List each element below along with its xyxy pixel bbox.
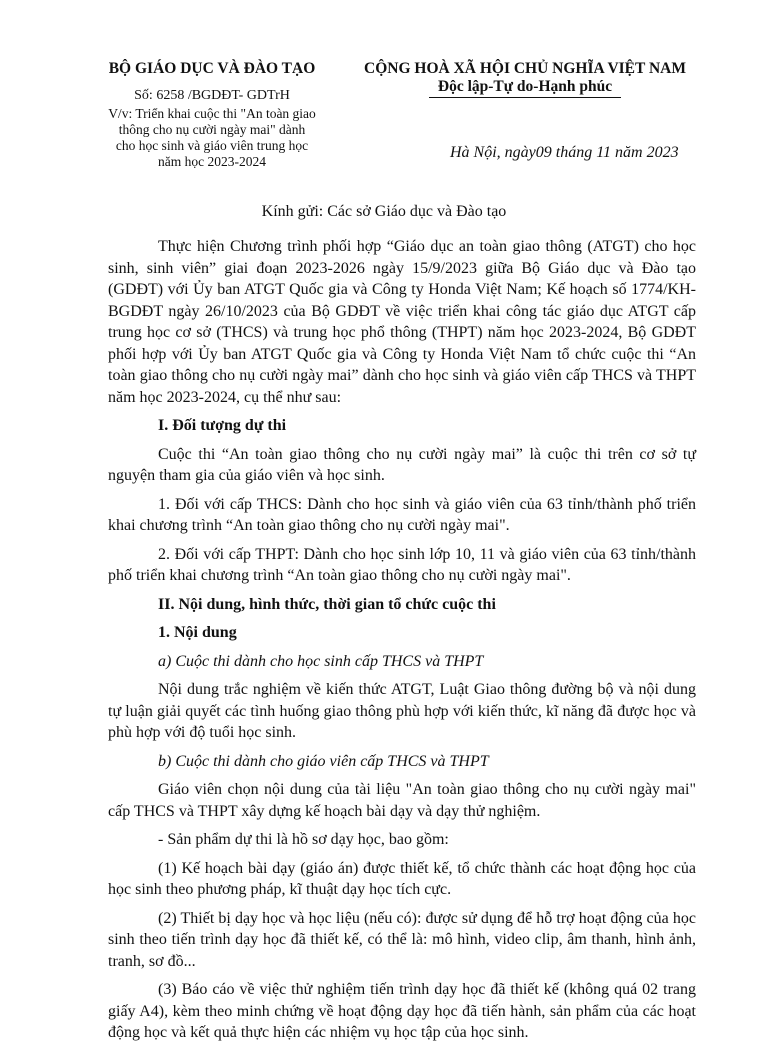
paragraph: - Sản phẩm dự thi là hồ sơ dạy học, bao gồm:	[158, 831, 449, 848]
salutation: Kính gửi: Các sở Giáo dục và Đào tạo	[261, 203, 507, 220]
section-heading: II. Nội dung, hình thức, thời gian tổ chức cuộc thi	[158, 595, 496, 613]
paragraph: 2. Đối với cấp THPT: Dành cho học sinh lớp 10, 11 và giáo viên của 63 tỉnh/thành phố triển khai chương trình “An toàn giao thông cho nụ cười ngày mai".	[108, 545, 696, 584]
document-number: Số: 6258 /BGDĐT- GDTrH	[134, 88, 290, 103]
paragraph: (1) Kế hoạch bài dạy (giáo án) được thiết kế, tổ chức thành các hoạt động học của học sinh theo phương pháp, kĩ thuật dạy học tích cực.	[108, 859, 696, 898]
ministry-name: BỘ GIÁO DỤC VÀ ĐÀO TẠO	[108, 60, 316, 77]
motto-underline	[429, 97, 621, 98]
item-heading: a) Cuộc thi dành cho học sinh cấp THCS và THPT	[158, 652, 484, 670]
date-line: Hà Nội, ngày09 tháng 11 năm 2023	[450, 144, 679, 161]
document-subject: V/v: Triển khai cuộc thi "An toàn giao thông cho nụ cười ngày mai" dành cho học sinh và giáo viên trung học năm học 2023-2024	[108, 106, 316, 169]
item-heading: b) Cuộc thi dành cho giáo viên cấp THCS và THPT	[158, 752, 489, 770]
paragraph: Nội dung trắc nghiệm về kiến thức ATGT, Luật Giao thông đường bộ và nội dung tự luận giải quyết các tình huống giao thông phù hợp với kiến thức, kĩ năng đã được học và phù hợp với độ tuổi học sinh.	[108, 681, 696, 741]
document-body	[108, 236, 696, 1051]
paragraph: (3) Báo cáo về việc thử nghiệm tiến trình dạy học đã thiết kế (không quá 02 trang giấy A4), kèm theo minh chứng về hoạt động dạy học đã tiến hành, sản phẩm của các hoạt động học và kết quả thực hiện các nhiệm vụ học tập của học sinh.	[108, 981, 696, 1041]
paragraph: 1. Đối với cấp THCS: Dành cho học sinh và giáo viên của 63 tỉnh/thành phố triển khai chương trình “An toàn giao thông cho nụ cười ngày mai".	[108, 495, 696, 534]
paragraph: (2) Thiết bị dạy học và học liệu (nếu có): được sử dụng để hỗ trợ hoạt động của học sinh theo tiến trình dạy học đã thiết kế, có thể là: mô hình, video clip, âm thanh, hình ảnh, tranh, sơ đồ...	[108, 909, 696, 970]
issuer-block	[108, 60, 316, 170]
national-motto: Độc lập-Tự do-Hạnh phúc	[437, 78, 613, 95]
section-heading: I. Đối tượng dự thi	[158, 417, 287, 434]
intro-paragraph: Thực hiện Chương trình phối hợp “Giáo dục an toàn giao thông (ATGT) cho học sinh, sinh viên” giai đoạn 2023-2026 ngày 15/9/2023 giữa Bộ Giáo dục và Đào tạo (GDĐT) với Ủy ban ATGT Quốc gia và Công ty Honda Việt Nam; Kế hoạch số 1774/KH-BGDĐT ngày 26/10/2023 của Bộ GDĐT về việc triển khai công tác giáo dục ATGT cấp trung học cơ sở (THCS) và trung học phổ thông (THPT) năm học 2023-2024, Bộ GDĐT phối hợp với Ủy ban ATGT Quốc gia và Công ty Honda Việt Nam tổ chức cuộc thi “An toàn giao thông cho nụ cười ngày mai” dành cho học sinh và giáo viên cấp THCS và THPT năm học 2023-2024, cụ thể như sau:	[108, 238, 696, 406]
subsection-heading: 1. Nội dung	[158, 624, 237, 641]
republic-title: CỘNG HOÀ XÃ HỘI CHỦ NGHĨA VIỆT NAM	[364, 60, 686, 77]
paragraph: Giáo viên chọn nội dung của tài liệu "An toàn giao thông cho nụ cười ngày mai" cấp THCS và THPT xây dựng kế hoạch bài dạy và dạy thử nghiệm.	[108, 781, 696, 820]
national-heading	[352, 60, 698, 98]
paragraph: Cuộc thi “An toàn giao thông cho nụ cười ngày mai” là cuộc thi trên cơ sở tự nguyện tham gia của giáo viên và học sinh.	[108, 445, 696, 484]
